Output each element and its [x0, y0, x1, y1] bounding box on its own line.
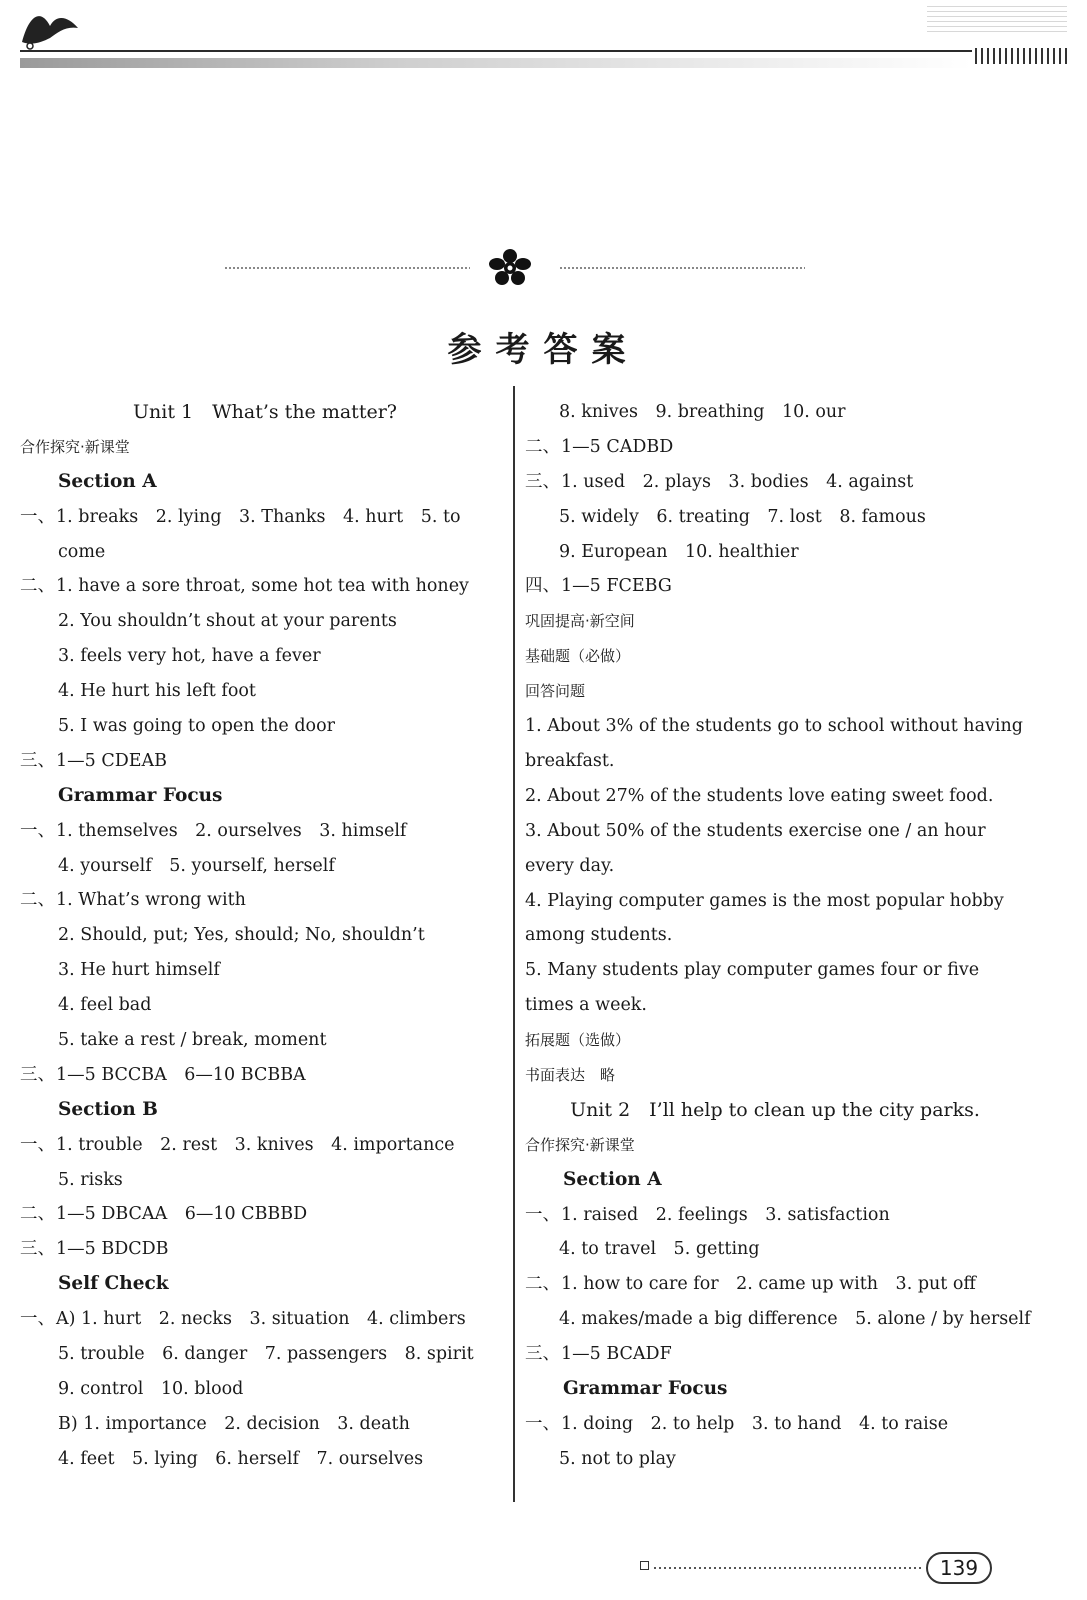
- answer-item: [20, 1128, 510, 1163]
- header-rule: [20, 50, 972, 52]
- answer-text: 1—5 CADBD: [561, 436, 674, 457]
- category-label: 合作探究·新课堂: [525, 1135, 635, 1154]
- answer-item: [20, 1302, 510, 1337]
- item-number-mark: 三、: [20, 750, 55, 771]
- answer-line: come: [58, 541, 106, 562]
- answer-text: 1. have a sore throat, some hot tea with honey: [56, 576, 469, 597]
- footer-square-icon: [640, 1561, 649, 1570]
- item-number-mark: 一、: [20, 1309, 55, 1330]
- answer-item: [20, 1197, 510, 1232]
- answer-item: [525, 1337, 1025, 1372]
- category-label: 拓展题（选做）: [525, 1031, 631, 1050]
- left-column: [20, 395, 510, 1477]
- answer-text: 1. breaks 2. lying 3. Thanks 4. hurt 5. to: [56, 506, 461, 527]
- answer-line: 4. makes/made a big difference 5. alone / by herself: [559, 1309, 1031, 1330]
- header-gradient-band: [20, 58, 972, 68]
- answer-text: 1—5 BCCBA 6—10 BCBBA: [56, 1064, 306, 1085]
- answer-line: 5. not to play: [559, 1448, 676, 1469]
- answer-paragraph: 3. About 50% of the students exercise one / an hour every day.: [525, 820, 986, 876]
- page-title: 参考答案: [447, 330, 640, 370]
- unit-heading: Unit 2 I’ll help to clean up the city parks.: [570, 1098, 980, 1121]
- answer-text: 1. raised 2. feelings 3. satisfaction: [561, 1204, 890, 1225]
- answer-text: 1—5 DBCAA 6—10 CBBBD: [56, 1204, 308, 1225]
- answer-item: [20, 569, 510, 604]
- right-column: [525, 395, 1031, 1477]
- ornament-dotted-line-right: [560, 267, 805, 269]
- answer-text: A) 1. hurt 2. necks 3. situation 4. climbers: [56, 1309, 466, 1330]
- item-number-mark: 一、: [20, 506, 55, 527]
- page-footer: [640, 1552, 1000, 1582]
- answer-text: 1. trouble 2. rest 3. knives 4. importance: [56, 1134, 455, 1155]
- category-label: 合作探究·新课堂: [20, 437, 130, 456]
- flower-ornament-icon: [487, 248, 533, 288]
- item-number-mark: 三、: [20, 1064, 55, 1085]
- item-number-mark: 二、: [20, 1204, 55, 1225]
- answer-item: [525, 569, 1025, 604]
- answer-paragraph: 2. About 27% of the students love eating sweet food.: [525, 785, 994, 806]
- page-number: 139: [926, 1552, 992, 1584]
- footer-dotted-line: [654, 1567, 924, 1569]
- answer-line: 4. He hurt his left foot: [58, 681, 256, 702]
- item-number-mark: 三、: [525, 1344, 560, 1365]
- answer-item: [20, 500, 510, 535]
- section-heading: Section B: [58, 1098, 158, 1120]
- header-tick-marks: [975, 48, 1067, 64]
- section-heading: Section A: [58, 470, 157, 492]
- item-number-mark: 三、: [20, 1239, 55, 1260]
- answer-item: [20, 1232, 510, 1267]
- item-number-mark: 二、: [525, 1274, 560, 1295]
- item-number-mark: 一、: [525, 1413, 560, 1434]
- title-ornament: [225, 248, 805, 288]
- answer-line: B) 1. importance 2. decision 3. death: [58, 1413, 410, 1434]
- answer-line: 2. You shouldn’t shout at your parents: [58, 611, 397, 632]
- item-number-mark: 二、: [20, 890, 55, 911]
- answer-line: 3. He hurt himself: [58, 960, 220, 981]
- answer-line: 5. risks: [58, 1169, 123, 1190]
- answer-item: [20, 1058, 510, 1093]
- answer-line: 5. widely 6. treating 7. lost 8. famous: [559, 506, 926, 527]
- answer-text: 1. What’s wrong with: [56, 890, 246, 911]
- answer-line: 5. I was going to open the door: [58, 716, 335, 737]
- section-heading: Self Check: [58, 1273, 169, 1295]
- answer-paragraph: 1. About 3% of the students go to school without having breakfast.: [525, 716, 1023, 771]
- item-number-mark: 一、: [525, 1204, 560, 1225]
- answer-line: 3. feels very hot, have a fever: [58, 646, 321, 667]
- answer-line: 4. yourself 5. yourself, herself: [58, 855, 335, 876]
- answer-item: [525, 1267, 1025, 1302]
- page-header: [0, 0, 1087, 80]
- ornament-dotted-line-left: [225, 267, 470, 269]
- item-number-mark: 一、: [20, 1134, 55, 1155]
- item-number-mark: 三、: [525, 471, 560, 492]
- answer-text: 1. themselves 2. ourselves 3. himself: [56, 820, 407, 841]
- section-heading: Grammar Focus: [58, 784, 223, 806]
- answer-line: 5. take a rest / break, moment: [58, 1030, 327, 1051]
- section-heading: Grammar Focus: [563, 1378, 728, 1399]
- column-divider: [513, 386, 515, 1502]
- item-number-mark: 二、: [20, 576, 55, 597]
- answer-item: [525, 465, 1025, 500]
- answer-text: 1—5 BDCDB: [56, 1239, 169, 1260]
- answer-text: 1—5 BCADF: [561, 1344, 672, 1365]
- category-label: 回答问题: [525, 682, 586, 701]
- category-label: 巩固提高·新空间: [525, 612, 635, 631]
- answer-line: 4. to travel 5. getting: [559, 1239, 760, 1260]
- answer-line: 9. control 10. blood: [58, 1378, 244, 1399]
- answer-line: 9. European 10. healthier: [559, 541, 799, 562]
- answer-item: [20, 814, 510, 849]
- answer-text: 1. how to care for 2. came up with 3. put off: [561, 1274, 976, 1295]
- answer-line: 4. feel bad: [58, 995, 152, 1016]
- item-number-mark: 四、: [525, 576, 560, 597]
- answer-line: 8. knives 9. breathing 10. our: [559, 402, 846, 422]
- answer-paragraph: 5. Many students play computer games four or five times a week.: [525, 960, 980, 1016]
- answer-text: 1—5 FCEBG: [561, 576, 672, 597]
- unit-heading: Unit 1 What’s the matter?: [133, 401, 397, 423]
- answer-paragraph: 4. Playing computer games is the most popular hobby among students.: [525, 890, 1004, 946]
- header-decoration-streaks: [927, 6, 1067, 36]
- answer-line: 2. Should, put; Yes, should; No, shouldn’t: [58, 925, 425, 946]
- item-number-mark: 二、: [525, 436, 560, 457]
- answer-line: 4. feet 5. lying 6. herself 7. ourselves: [58, 1448, 424, 1469]
- answer-line: 5. trouble 6. danger 7. passengers 8. spirit: [58, 1344, 474, 1365]
- answer-item: [20, 744, 510, 779]
- answer-item: [525, 1407, 1025, 1442]
- item-number-mark: 一、: [20, 820, 55, 841]
- category-label: 基础题（必做）: [525, 647, 631, 666]
- category-label: 书面表达 略: [525, 1065, 616, 1084]
- bird-logo-icon: [20, 2, 80, 50]
- section-heading: Section A: [563, 1168, 662, 1190]
- answer-item: [525, 430, 1025, 465]
- answer-item: [20, 883, 510, 918]
- answer-item: [525, 1198, 1025, 1233]
- answer-text: 1—5 CDEAB: [56, 750, 168, 771]
- answer-text: 1. used 2. plays 3. bodies 4. against: [561, 471, 914, 492]
- answer-text: 1. doing 2. to help 3. to hand 4. to raise: [561, 1413, 949, 1434]
